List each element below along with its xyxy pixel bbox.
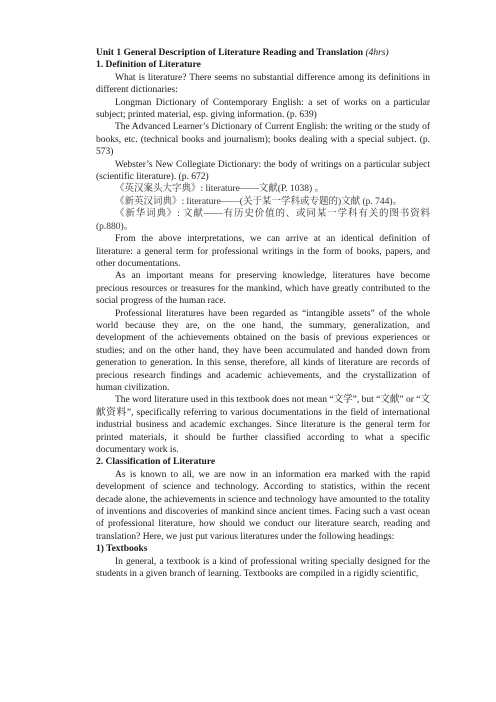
- paragraph-precious-resources: As an important means for preserving knowledge, literatures have become precious resources or treasures for the mankind, which have greatly contributed to the social progress of the human race.: [96, 271, 430, 307]
- unit-title-text: Unit 1 General Description of Literature Reading and Translation: [96, 48, 364, 58]
- paragraph-what-is-literature: What is literature? There seems no substantial difference among its definitions in different dictionaries:: [96, 72, 430, 96]
- unit-title: [96, 47, 430, 59]
- page-content: [96, 47, 430, 580]
- definition-longman: Longman Dictionary of Contemporary English: a set of works on a particular subject; printed material, esp. giving information. (p. 639): [96, 97, 430, 121]
- unit-hours: (4hrs): [365, 48, 389, 58]
- paragraph-information-era: As is known to all, we are now in an information era marked with the rapid development of science and technology. According to statistics, within the recent decade alone, the achievements in science and technology have amounted to the totality of inventions and discoveries of mankind since ancient times. Facing such a vast ocean of professional literature, how should we conduct our literature search, reading and translation? Here, we just put various literatures under the following headings:: [96, 469, 430, 542]
- definition-cn-desk-dictionary: 《英汉案头大字典》: literature——文献(P. 1038) 。: [115, 184, 324, 195]
- definition-cn-xinhua: 《新华词典》: 文献——有历史价值的、或同某一学科有关的图书资料(p.880)。: [96, 209, 430, 232]
- paragraph-textbook-definition: In general, a textbook is a kind of professional writing specially designed for the students in a given branch of learning. Textbooks are compiled in a rigidly scientific,: [96, 556, 430, 580]
- definition-advanced-learner: The Advanced Learner’s Dictionary of Current English: the writing or the study of books, etc. (technical books and journalism); books dealing with a special subject. (p. 573): [96, 122, 430, 158]
- section-heading-classification: 2. Classification of Literature: [96, 457, 216, 468]
- definition-webster: Webster’s New Collegiate Dictionary: the body of writings on a particular subject (scientific literature). (p. 672): [96, 159, 430, 183]
- subheading-textbooks: 1) Textbooks: [96, 544, 148, 555]
- paragraph-identical-definition: From the above interpretations, we can arrive at an identical definition of literature: a general term for professional writings in the form of books, papers, and other documentations.: [96, 234, 430, 269]
- definition-cn-new-english-chinese: 《新英汉词典》: literature——(关于某一学科或专题的)文献 (p. 744)。: [115, 196, 403, 207]
- paragraph-word-literature: The word literature used in this textbook does not mean “文学”, but “文献” or “文献资料”, specifically referring to various documentations in the field of international industrial business and academic exchanges. Since literature is the general term for printed materials, it should be further classified according to what a specific documentary work is.: [96, 395, 430, 455]
- paragraph-intangible-assets: Professional literatures have been regarded as “intangible assets” of the whole world because they are, on the one hand, the summary, generalization, and development of the achievements obtained on the basis of previous experiences or studies; and on the other hand, they have been accumulated and handed down from generation to generation. In this sense, therefore, all kinds of literature are records of precious research findings and academic achievements, and the crystallization of human civilization.: [96, 308, 430, 393]
- section-heading-definition: 1. Definition of Literature: [96, 60, 201, 71]
